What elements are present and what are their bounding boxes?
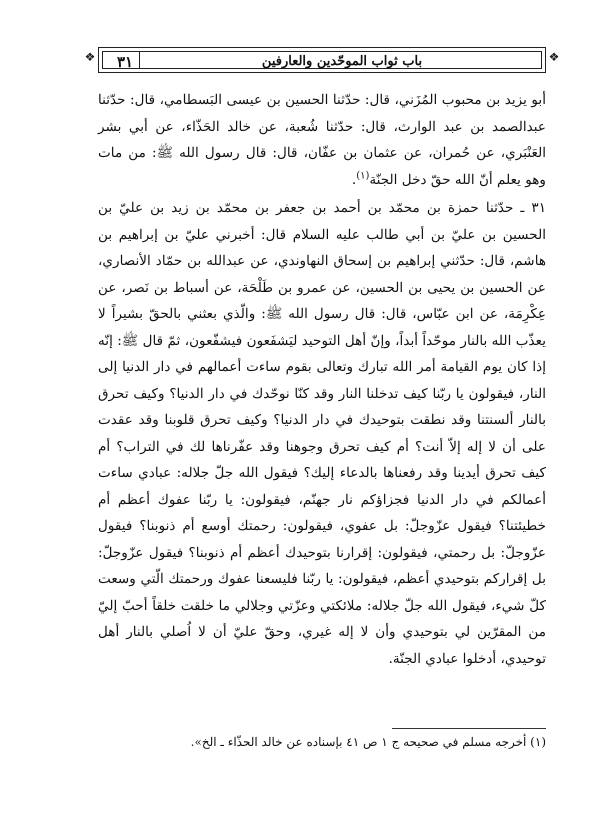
page-header	[84, 47, 560, 73]
body-text	[98, 87, 546, 672]
footnote-reference[interactable]: (١)	[356, 169, 370, 181]
footnote-rule	[392, 728, 546, 729]
chapter-title: باب ثواب الموحّدين والعارفين	[261, 54, 423, 69]
header-divider	[139, 52, 140, 68]
ornament-left-icon: ❖	[84, 50, 96, 64]
page-number: ٣١	[117, 53, 134, 71]
header-frame	[102, 51, 542, 69]
paragraph-1-tail: .	[351, 171, 357, 188]
paragraph-1-text: أبو يزيد بن محبوب المُزَني، قال: حدّثنا الحسين بن عيسى البَسطامي، قال: حدّثنا عبدالصمد بن عبد الوارث، قال: حدّثنا شُعبة، عن خالد الحَذّاء، عن أبي بشر العَنْبَري، عن حُمران، عن عثمان بن عفّان، قال: قال رسول الله ﷺ: من مات وهو يعلم أنّ الله حقّ دخل الجنّة	[98, 92, 546, 188]
footnote: (١) أخرجه مسلم في صحيحه ج ١ ص ٤١ بإسناده عن خالد الحذّاء ـ الخ».	[190, 735, 546, 749]
paragraph-1	[98, 87, 546, 193]
ornament-right-icon: ❖	[548, 50, 560, 64]
paragraph-2	[98, 195, 546, 672]
paragraph-2-text: ٣١ ـ حدّثنا حمزة بن محمّد بن أحمد بن جعفر بن محمّد بن زيد بن عليّ بن الحسين بن عليّ بن أبي طالب عليه السلام قال: أخبرني عليّ بن إبراهيم بن هاشم، قال: حدّثني إبراهيم بن إسحاق النهاوندي، عن عبدالله بن حمّاد الأنصاري، عن الحسين بن يحيى بن الحسين، عن عمرو بن طَلْحَة، عن أسباط بن نَصر، عن عِكْرِمَة، عن ابن عبّاس، قال: قال رسول الله ﷺ: والّذي بعثني بالحقّ بشيراً لا يعذّب الله بالنار موحّداً أبداً، وإنّ أهل التوحيد ليَشفَعون فيشفّعون، ثمّ قال ﷺ: إنّه إذا كان يوم القيامة أمر الله تبارك وتعالى بقوم ساءت أعمالهم في دار الدنيا إلى النار، فيقولون يا ربّنا كيف تدخلنا النار وقد كنّا نوحّدك في دار الدنيا؟ وكيف تحرق بالنار ألسنتنا وقد نطقت بتوحيدك في دار الدنيا؟ وكيف تحرق قلوبنا وقد عقدت على أن لا إله إلاّ أنت؟ أم كيف تحرق وجوهنا وقد عفّرناها لك في التراب؟ أم كيف تحرق أيدينا وقد رفعناها بالدعاء إليك؟ فيقول الله جلّ جلاله: عبادي ساءت أعمالكم في دار الدنيا فجزاؤكم نار جهنّم، فيقولون: يا ربّنا عفوك أعظم أم خطيئتنا؟ فيقول عزّوجلّ: بل عفوي، فيقولون: رحمتك أوسع أم ذنوبنا؟ فيقول عزّوجلّ: بل رحمتي، فيقولون: إقرارنا بتوحيدك أعظم أم ذنوبنا؟ فيقول عزّوجلّ: بل إقراركم بتوحيدي أعظم، فيقولون: يا ربّنا فليسعنا عفوك ورحمتك الّتي وسعت كلّ شيء، فيقول الله جلّ جلاله: ملائكتي وعزّتي وجلالي ما خلقت خلقاً أحبّ إليّ من المقرّين لي بتوحيدي وأن لا إله غيري، وحقّ عليّ أن لا اُصلي بالنار أهل توحيدي، أدخلوا عبادي الجنّة.	[98, 200, 546, 667]
